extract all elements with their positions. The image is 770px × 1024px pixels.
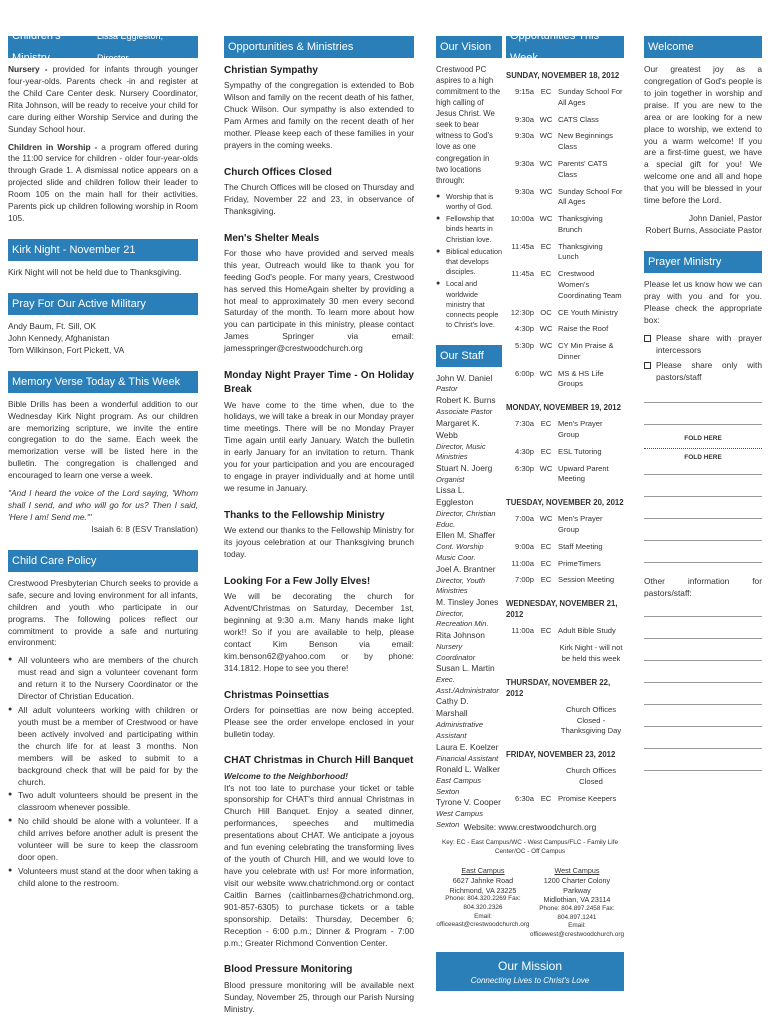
section-header-prayer: Prayer Ministry bbox=[644, 251, 762, 273]
fold-label: FOLD HERE bbox=[684, 435, 722, 443]
schedule-row: 11:45a EC Crestwood Women's Coordinating Team bbox=[511, 269, 622, 300]
schedule-row: 11:45a EC Thanksgiving Lunch bbox=[511, 241, 603, 262]
section-header-vision: Our Vision bbox=[436, 36, 502, 58]
schedule-row: 6:00p WC MS & HS Life Groups bbox=[514, 368, 604, 389]
section-header-kirk-night: Kirk Night - November 21 bbox=[8, 239, 198, 261]
write-line[interactable] bbox=[644, 726, 762, 727]
column-1 bbox=[8, 30, 199, 892]
write-line[interactable] bbox=[644, 518, 762, 519]
write-line[interactable] bbox=[644, 616, 762, 617]
week-schedule bbox=[506, 70, 624, 805]
schedule-row: Church Offices Closed bbox=[565, 766, 617, 786]
write-line[interactable] bbox=[644, 682, 762, 683]
write-line[interactable] bbox=[644, 748, 762, 749]
write-line[interactable] bbox=[644, 770, 762, 771]
schedule-day: TUESDAY, NOVEMBER 20, 2012 bbox=[506, 498, 624, 508]
section-header-welcome: Welcome bbox=[644, 36, 762, 58]
schedule-row: 6:30p WC Upward Parent Meeting bbox=[514, 463, 609, 484]
write-line[interactable] bbox=[644, 660, 762, 661]
schedule-row: 9:15a EC Sunday School For All Ages bbox=[514, 87, 623, 107]
schedule-row: 9:30a WC Sunday School For All Ages bbox=[514, 186, 623, 207]
column-2 bbox=[224, 36, 414, 1021]
section-header-staff: Our Staff bbox=[436, 345, 502, 367]
write-line[interactable] bbox=[644, 402, 762, 403]
staff-list: John W. Daniel Pastor Robert K. Burns Associate Pastor Margaret K. Webb Director, Music Ministries Stuart N. Joerg Organist Lissa L. Eggleston Director, Christian Educ. Ellen M. Shaffer Cont. Worship Music Coor. Joel A. Brantner Director, Youth Ministries M. Tinsley Jones Director, Recreation Min. Rita Johnson Nursery Coordinator Susan L. Martin Exec. Asst./Administrator Cathy D. Marshall Administrative Assistant Laura E. Koelzer Financial Assistant Ronald L. Walker East Campus Sexton Tyrone V. Cooper West Campus Sexton bbox=[436, 372, 501, 829]
other-info-label: Other information for pastors/staff: bbox=[644, 575, 762, 598]
schedule-row: 11:00a EC PrimeTimers bbox=[511, 558, 601, 568]
schedule-row: 5:30p WC CY Min Praise & Dinner bbox=[514, 341, 614, 361]
section-header-week: Opportunities This Week bbox=[506, 36, 624, 58]
write-line[interactable] bbox=[644, 562, 762, 563]
schedule-row: Church Offices Closed - Thanksgiving Day bbox=[560, 704, 622, 736]
list-item: ● All volunteers who are members of the church must read and sign a volunteer covenant form and return it to the Nursery Coordinator or the Director of Christian Education. bbox=[8, 655, 198, 703]
list-item: ● Two adult volunteers should be present in the classroom whenever possible. bbox=[8, 790, 198, 814]
schedule-row: 7:30a EC Men's Prayer Group bbox=[514, 419, 603, 440]
schedule-row: 9:30a WC CATS Class bbox=[514, 114, 599, 124]
schedule-day: THURSDAY, NOVEMBER 22, 2012 bbox=[506, 677, 611, 698]
schedule-row: 4:30p WC Raise the Roof bbox=[514, 324, 609, 334]
schedule-row: 6:30a EC Promise Keepers bbox=[514, 793, 617, 803]
schedule-row: 10:00a WC Thanksgiving Brunch bbox=[510, 214, 603, 234]
contact-footer: Website: www.crestwoodchurch.org Key: EC - East Campus/WC - West Campus/FLC - Family Life Center/OC - Off Campus East Campus 6627 Jahnke Road Richmond, VA 23225 Phone: 804.320.2269 Fax: 804.320.2326 Email: officeeast@crestwoodchurch.org West Campus 1200 Charter Colony Parkway Midlothian, VA 23114 Phone: 804.897.2458 Fax: 804.897.1241 Email: officewest@crestwoodchurch.org Our Mission Connecting Lives to Christ's Love bbox=[436, 822, 624, 991]
write-line[interactable] bbox=[644, 638, 762, 639]
schedule-row: Kirk Night - will not be held this week bbox=[559, 643, 623, 663]
write-line[interactable] bbox=[644, 474, 762, 475]
military-list: Andy Baum, Ft. Sill, OK John Kennedy, Afghanistan Tom Wilkinson, Fort Pickett, VA bbox=[8, 320, 125, 355]
column-3 bbox=[436, 36, 502, 831]
write-line[interactable] bbox=[644, 496, 762, 497]
column-5 bbox=[644, 36, 762, 792]
column-4 bbox=[506, 30, 624, 811]
memory-verse-body: Bible Drills has been a wonderful addition to our Wednesday Kirk Night program. As our children are memorizing scripture, we invite the entire congregation to do the same. Each week the memorization verse will be listed here in the bulletin. The congregation is challenged and encouraged to learn one verse a week. "And I heard the voice of the Lord saying, 'Whom shall I send, and who will go for us? Then I said, 'Here I am! Send me.'" Isaiah 6: 8 (ESV Translation) bbox=[8, 398, 198, 534]
schedule-row: 9:00a EC Staff Meeting bbox=[514, 541, 603, 551]
schedule-day: MONDAY, NOVEMBER 19, 2012 bbox=[506, 403, 621, 413]
section-header-opportunities: Opportunities & Ministries bbox=[224, 36, 414, 58]
schedule-row: 11:00a EC Adult Bible Study bbox=[511, 626, 616, 636]
schedule-day: SUNDAY, NOVEMBER 18, 2012 bbox=[506, 71, 620, 80]
childrens-ministry-body: Nursery - provided for infants through younger four-year-olds. Parents check -in and register at the Child Care Center desk. Nursery Coordinator, Rita Johnson, will be ready to receive your child for care during either Worship Service and during the Sunday School hour. Children in Worship - a program offered during the 11:00 service for children - older four-year-olds through Grade 1. A dismissal notice appears on a projected slide and children follow their leader to Room 105 on the main hall for their activities. Parents pick up children following worship in Room 105. bbox=[8, 64, 199, 224]
schedule-row: 4:30p EC ESL Tutoring bbox=[514, 446, 602, 456]
director-label: Lissa Eggleston, Director bbox=[97, 31, 164, 63]
section-header-child-care: Child Care Policy bbox=[8, 550, 198, 572]
schedule-row: 9:30a WC New Beginnings Class bbox=[514, 131, 613, 152]
mission-banner: Our Mission Connecting Lives to Christ's Love bbox=[436, 952, 624, 991]
section-header-military: Pray For Our Active Military bbox=[8, 293, 198, 315]
prayer-option-pastors[interactable]: Please share only with pastors/staff bbox=[644, 360, 762, 384]
child-care-body: Crestwood Presbyterian Church seeks to provide a safe, secure and loving environment for all infants, children and youth who participate in our programs. The following polices reflect our commitment to provide a safe and nurturing environment: ● All volunteers who are members of the church must read and sign a volunteer covenant form and return it to the Nursery Coordinator or the Director of Christian Education. ● All adult volunteers working with children or youth must be a member of Crestwood or have been actively involved and participating within the church life for at least 3 months. Non members will be asked to submit to a background check that will be paid for by the church. ● Two adult volunteers should be present in the classroom whenever possible. ● No child should be alone with a volunteer. If a child arrives before another adult is present the volunteer will be sure to keep the classroom door open. ● Volunteers must stand at the door when taking a child alone to the restroom. bbox=[8, 578, 198, 890]
vision-body: Crestwood PC aspires to a high commitment to the high calling of Jesus Christ. We seek to bear witness to God's love as one congregation in two locations through: ● Worship that is worthy of God. ● Fellowship that binds hearts in Christian love. ● Biblical education that develops disciples. ● Local and worldwide ministry that connects people to Christ's love. bbox=[436, 64, 502, 331]
fold-label: FOLD HERE bbox=[684, 453, 722, 461]
welcome-body: Our greatest joy as a congregation of God's people is to join together in worship and praise. If you are new to the area or are looking for a new place to worship, we extend to you a warm welcome! If you are a first-time guest, we have a special gift for you! We welcome one and all and hope that you will be blessed in your time before the Lord. John Daniel, Pastor Robert Burns, Associate Pastor bbox=[644, 64, 762, 235]
kirk-night-text: Kirk Night will not be held due to Thanksgiving. bbox=[8, 266, 182, 277]
schedule-row: 7:00p EC Session Meeting bbox=[514, 575, 615, 585]
write-line[interactable] bbox=[644, 424, 762, 425]
schedule-day: FRIDAY, NOVEMBER 23, 2012 bbox=[506, 750, 616, 760]
section-header-childrens-ministry: Children's Ministry Lissa Eggleston, Director bbox=[8, 36, 198, 58]
prayer-option-intercessors[interactable]: Please share with prayer intercessors bbox=[644, 333, 762, 357]
write-line[interactable] bbox=[644, 540, 762, 541]
checkbox[interactable] bbox=[644, 335, 651, 342]
opportunities-body: Christian Sympathy Sympathy of the congregation is extended to Bob Wilson and family on the recent death of his father, Chuck Wilson. Our sympathy is also extended to Pam Armes and family on the recent death of her mother. Please keep each of these families in your prayers in the coming weeks. Church Offices Closed The Church Offices will be closed on Thursday and Friday, November 22 and 23, in observance of Thanksgiving. Men's Shelter Meals For those who have provided and served meals this year, Outreach would like to thank you for feeding God's people. For many years, Crestwood has served this HomeAgain shelter by providing a hot meal to approximately 30 men every second Saturday of the month. To learn more about how you can participate in this ministry, please contact James Springer via email: jamesspringer@crestwoodchurch.org Monday Night Prayer Time - On Holiday Break We have come to the time when, due to the holidays, we will take a break in our Monday prayer time meetings. There will be no Monday Prayer Time again until early January. Watch the bulletin in early January for an invitation to return. Thank you for your participation and you are encouraged to engage in prayer individually and at home until we resume in January. Thanks to the Fellowship Ministry We extend our thanks to the Fellowship Ministry for its joyous celebration at our Thanksgiving brunch today. Looking For a Few Jolly Elves! We will be decorating the church for Advent/Christmas on Saturday, December 1st, beginning at 9:30 a.m. Many hands make light work!! So if you are available to help, please contact Kim Benson via email: kim.benson62@yahoo.com or by phone: 314.1812. Hope to see you there! Christmas Poinsettias Orders for poinsettias are now being accepted. Please see the order envelope enclosed in your bulletin today. CHAT Christmas in Church Hill Banquet Welcome to the Neighborhood! It's not too late to purchase your ticket or table sponsorship for CHAT's third annual Christmas in Church Hill Banquet. Enjoy a seated dinner, performances, speeches and multimedia presentations about CHAT. We anticipate a joyous and fun evening celebrating the transforming lives of the youth of Church Hill, and we would love to have you celebrate with us! For more information, visit our website www.chatrichmond.org or contact Caitlin Barnes (caitlinbarnes@chatrichmond.org, 901-857-6305) to purchase tickets or a table sponsorship. Details: Thursday, December 6; Reception - 6:00 p.m.; Dinner & Program - 7:00 p.m.; Greater Richmond Convention Center. Blood Pressure Monitoring Blood pressure monitoring will be available next Sunday, November 25, through our Parish Nursing Ministry. bbox=[224, 65, 414, 1014]
schedule-row: 7:00a WC Men's Prayer Group bbox=[514, 514, 603, 535]
checkbox[interactable] bbox=[644, 362, 651, 369]
schedule-row: 9:30a WC Parents' CATS Class bbox=[514, 158, 608, 179]
section-header-memory-verse: Memory Verse Today & This Week bbox=[8, 371, 198, 393]
list-item: ● All adult volunteers working with children or youth must be a member of Crestwood or have been actively involved and participating within the church life for at least 3 months. Non members will be asked to submit to a background check that will be paid for by the church. bbox=[8, 705, 198, 788]
write-line[interactable] bbox=[644, 704, 762, 705]
list-item: ● Volunteers must stand at the door when taking a child alone to the restroom. bbox=[8, 866, 198, 890]
prayer-body: Please let us know how we can pray with you and for you. Please check the appropriate box: Please share with prayer intercessors Please share only with pastors/staff FOLD HERE FOLD HERE Other information for pastors/staff: bbox=[644, 279, 762, 771]
list-item: ● No child should be alone with a volunteer. If a child arrives before another adult is present the volunteer will be sure to keep the classroom door open. bbox=[8, 816, 198, 864]
schedule-row: 12:30p OC CE Youth Ministry bbox=[510, 307, 618, 317]
schedule-day: WEDNESDAY, NOVEMBER 21, 2012 bbox=[506, 599, 618, 620]
